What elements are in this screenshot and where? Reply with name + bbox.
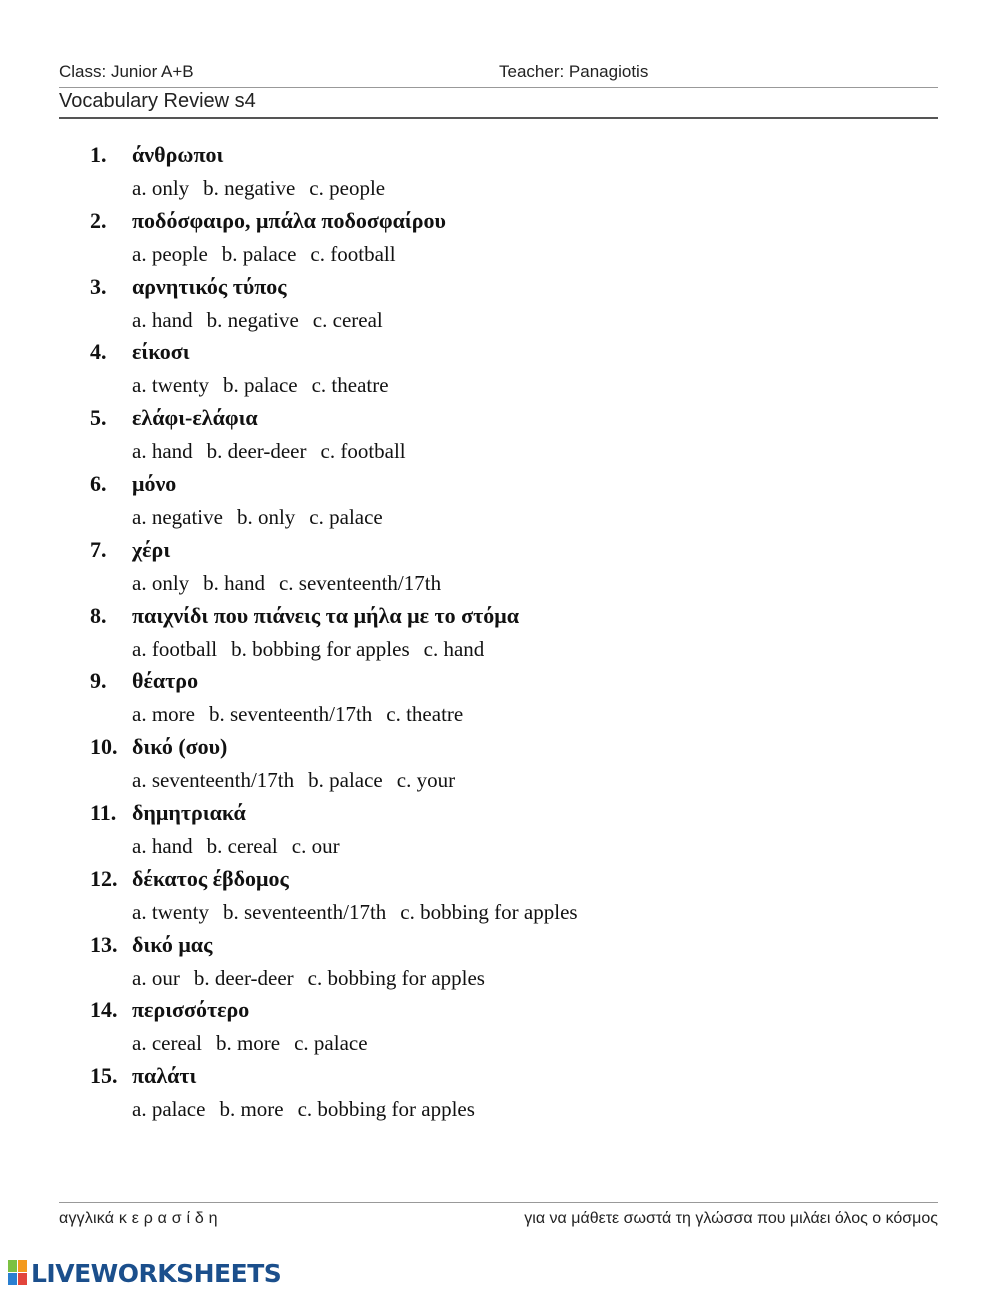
answer-option[interactable]: b. more [219,1097,284,1122]
answer-option[interactable]: a. hand [132,833,193,858]
question-item [0,603,1000,669]
footer-divider [59,1202,938,1203]
title-divider [59,117,938,119]
answer-option[interactable]: b. cereal [206,833,278,858]
answer-option[interactable]: b. negative [203,176,296,200]
answer-option[interactable]: a. only [132,176,190,200]
question-item [0,1063,1000,1129]
answer-option[interactable]: b. deer-deer [193,965,294,990]
question-word: αρνητικός τύπος [132,273,287,299]
answer-option[interactable]: b. hand [203,570,265,595]
answer-options [132,373,403,398]
question-word: ποδόσφαιρο, μπάλα ποδοσφαίρου [132,207,446,233]
answer-options [132,702,477,727]
question-item [0,537,1000,603]
question-item [0,471,1000,537]
answer-option[interactable]: a. cereal [132,1031,202,1056]
answer-option[interactable]: c. seventeenth/17th [278,570,442,595]
answer-options [132,966,499,991]
answer-option[interactable]: b. seventeenth/17th [222,899,387,924]
worksheet-title: Vocabulary Review s4 [59,90,256,112]
answer-option[interactable]: c. people [309,176,386,200]
question-item [0,734,1000,800]
answer-option[interactable]: b. palace [308,768,383,793]
question-item [0,142,1000,208]
answer-option[interactable]: a. hand [132,439,193,464]
answer-option[interactable]: b. bobbing for apples [231,636,410,661]
question-word: μόνο [132,470,177,496]
answer-option[interactable]: c. theatre [386,702,464,727]
answer-option[interactable]: b. more [215,1031,281,1056]
answer-options [132,834,354,859]
question-number: 6. [90,470,107,496]
answer-option[interactable]: b. palace [222,373,298,398]
answer-option[interactable]: c. football [310,241,396,266]
question-number: 3. [90,273,107,299]
answer-option[interactable]: c. bobbing for apples [297,1097,475,1122]
answer-option[interactable]: a. twenty [132,899,209,924]
answer-option[interactable]: a. negative [132,504,223,529]
answer-option[interactable]: b. deer-deer [206,439,307,464]
question-item [0,668,1000,734]
question-item [0,800,1000,866]
question-word: θέατρο [132,668,199,694]
question-item [0,405,1000,471]
answer-option[interactable]: a. more [132,702,195,727]
question-number: 9. [90,668,107,694]
question-word: δέκατος έβδομος [132,865,289,891]
liveworksheets-logo[interactable] [8,1258,281,1288]
question-word: άνθρωποι [132,142,224,167]
answer-option[interactable]: c. cereal [312,307,383,332]
question-number: 7. [90,536,107,562]
question-word: δημητριακά [132,799,246,825]
answer-options [132,505,397,530]
question-number: 1. [90,142,107,167]
answer-option[interactable]: a. football [132,636,218,661]
answer-option[interactable]: a. twenty [132,373,209,398]
answer-options [132,1031,382,1056]
answer-options [132,242,410,267]
question-item [0,866,1000,932]
answer-option[interactable]: b. seventeenth/17th [208,702,373,727]
question-word: δικό (σου) [132,734,228,760]
question-number: 14. [90,997,118,1023]
question-word: παιχνίδι που πιάνεις τα μήλα με το στόμα [132,602,519,628]
question-item [0,208,1000,274]
answer-option[interactable]: a. hand [132,307,193,332]
teacher-label: Teacher: Panagiotis [499,62,649,81]
answer-options [132,1097,489,1122]
answer-option[interactable]: a. seventeenth/17th [132,768,295,793]
answer-option[interactable]: c. palace [294,1031,368,1056]
question-number: 13. [90,931,118,957]
answer-options [132,768,469,793]
answer-option[interactable]: b. negative [206,307,299,332]
question-number: 8. [90,602,107,628]
answer-options [132,900,592,925]
answer-option[interactable]: c. your [396,768,456,793]
answer-option[interactable]: c. bobbing for apples [400,899,578,924]
footer-left-text: αγγλικά κ ε ρ α σ ί δ η [59,1210,218,1227]
question-number: 5. [90,405,107,431]
answer-option[interactable]: a. only [132,570,190,595]
question-word: χέρι [132,536,171,562]
question-number: 2. [90,207,107,233]
question-word: περισσότερο [132,997,250,1023]
answer-option[interactable]: c. bobbing for apples [307,965,485,990]
header-divider [59,87,938,88]
question-item [0,339,1000,405]
question-number: 4. [90,339,107,365]
question-item [0,932,1000,998]
footer-right-text: για να μάθετε σωστά τη γλώσσα που μιλάει όλος ο κόσμος [524,1210,938,1227]
question-item [0,997,1000,1063]
answer-option[interactable]: b. only [236,504,296,529]
answer-option[interactable]: c. palace [309,504,383,529]
answer-option[interactable]: a. people [132,241,208,266]
class-label: Class: Junior A+B [59,62,194,81]
answer-option[interactable]: b. palace [221,241,297,266]
logo-text: LIVEWORKSHEETS [31,1258,282,1288]
answer-options [132,439,420,464]
answer-option[interactable]: c. theatre [311,373,389,398]
question-item [0,274,1000,340]
question-number: 12. [90,865,118,891]
question-number: 11. [90,799,117,825]
question-word: δικό μας [132,931,213,957]
answer-option[interactable]: a. our [132,965,180,990]
liveworksheets-logo-icon [8,1260,28,1286]
answer-options [132,571,455,596]
answer-option[interactable]: c. football [320,439,406,464]
question-number: 10. [90,734,118,760]
answer-options [132,308,397,333]
answer-option[interactable]: a. palace [132,1097,206,1122]
answer-options [132,176,399,201]
answer-options [132,637,498,662]
answer-option[interactable]: c. our [291,833,340,858]
answer-option[interactable]: c. hand [423,636,485,661]
question-word: είκοσι [132,339,190,365]
question-word: ελάφι-ελάφια [132,405,258,431]
question-list [0,142,1000,1129]
question-number: 15. [90,1063,118,1089]
question-word: παλάτι [132,1063,197,1089]
